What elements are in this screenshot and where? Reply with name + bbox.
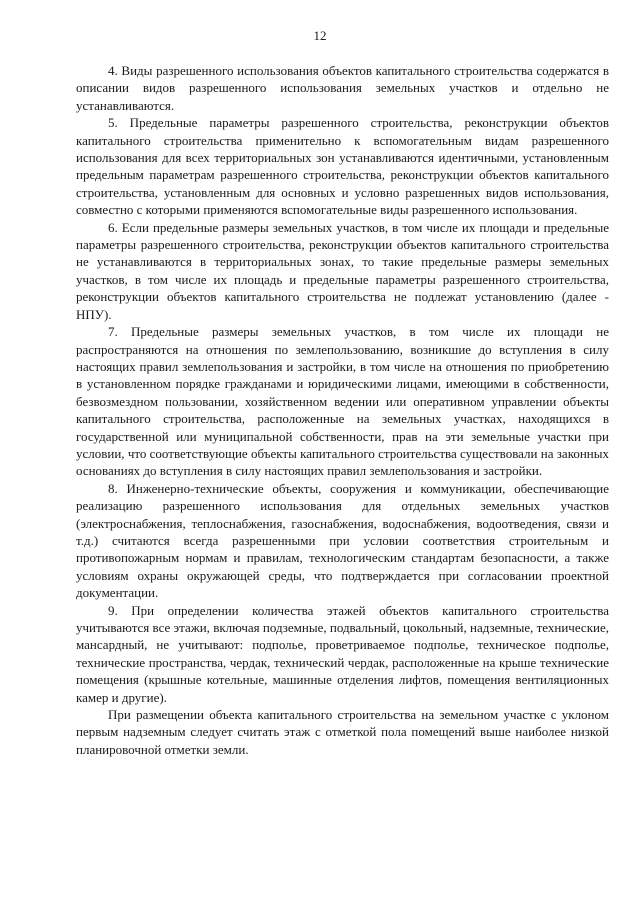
paragraph-9-floor-count: 9. При определении количества этажей объектов капитального строительства учитываются все этажи, включая подземные, подвальный, цокольный, надземные, технические, мансардный, не учитывают: подполье, проветриваемое подполье, техническое подполье, технические пространства, чердак, технический чердак, расположенные на крыше технические помещения (крышные котельные, машинные отделения лифтов, помещения вентиляционных камер и другие). — [76, 602, 609, 705]
paragraph-7-land-relations: 7. Предельные размеры земельных участков, в том числе их площади не распространяются на отношения по землепользованию, возникшие до вступления в силу настоящих правил землепользования и застройки, в том числе на отношения по приобретению в установленном порядке гражданами и юридическими лицами, имеющими в собственности, безвозмездном пользовании, хозяйственном ведении или оперативном управлении объекты капитального строительства, расположенные на земельных участках, находящихся в государственной или муниципальной собственности, прав на эти земельные участки при условии, что соответствующие объекты капитального строительства существовали на законных основаниях до вступления в силу настоящих правил землепользования и застройки. — [76, 324, 609, 479]
paragraph-8-engineering-objects: 8. Инженерно-технические объекты, сооружения и коммуникации, обеспечивающие реализацию разрешенного использования для отдельных земельных участков (электроснабжения, теплоснабжения, газоснабжения, водоснабжения, водоотведения, связи и т.д.) считаются всегда разрешенными при условии соответствия строительным и противопожарным нормам и правилам, технологическим стандартам безопасности, а также условиям охраны окружающей среды, что подтверждается при согласовании проектной документации. — [76, 480, 609, 601]
paragraph-6-npu: 6. Если предельные размеры земельных участков, в том числе их площади и предельные параметры разрешенного строительства, реконструкции объектов капитального строительства не устанавливаются в территориальных зонах, то такие предельные размеры земельных участков, в том числе их площадь и предельные параметры разрешенного строительства, реконструкции объектов капитального строительства не подлежат установлению (далее - НПУ). — [76, 219, 609, 322]
paragraph-4-permitted-use: 4. Виды разрешенного использования объектов капитального строительства содержатся в описании видов разрешенного использования земельных участков и отдельно не устанавливаются. — [76, 63, 609, 113]
page-number: 12 — [313, 28, 327, 43]
paragraph-slope-first-floor: При размещении объекта капитального строительства на земельном участке с уклоном первым надземным следует считать этаж с отметкой пола помещений выше наиболее низкой планировочной отметки земли. — [76, 707, 609, 757]
paragraph-5-auxiliary-parameters: 5. Предельные параметры разрешенного строительства, реконструкции объектов капитального строительства применительно к вспомогательным видам разрешенного использования для всех территориальных зон устанавливаются идентичными, установленным предельным параметрам разрешенного строительства, реконструкции объектов капитального строительства, установленным для основных и условно разрешенных видов использования, совместно с которыми применяются вспомогательные виды разрешенного использования. — [76, 115, 609, 218]
document-body — [76, 62, 609, 758]
